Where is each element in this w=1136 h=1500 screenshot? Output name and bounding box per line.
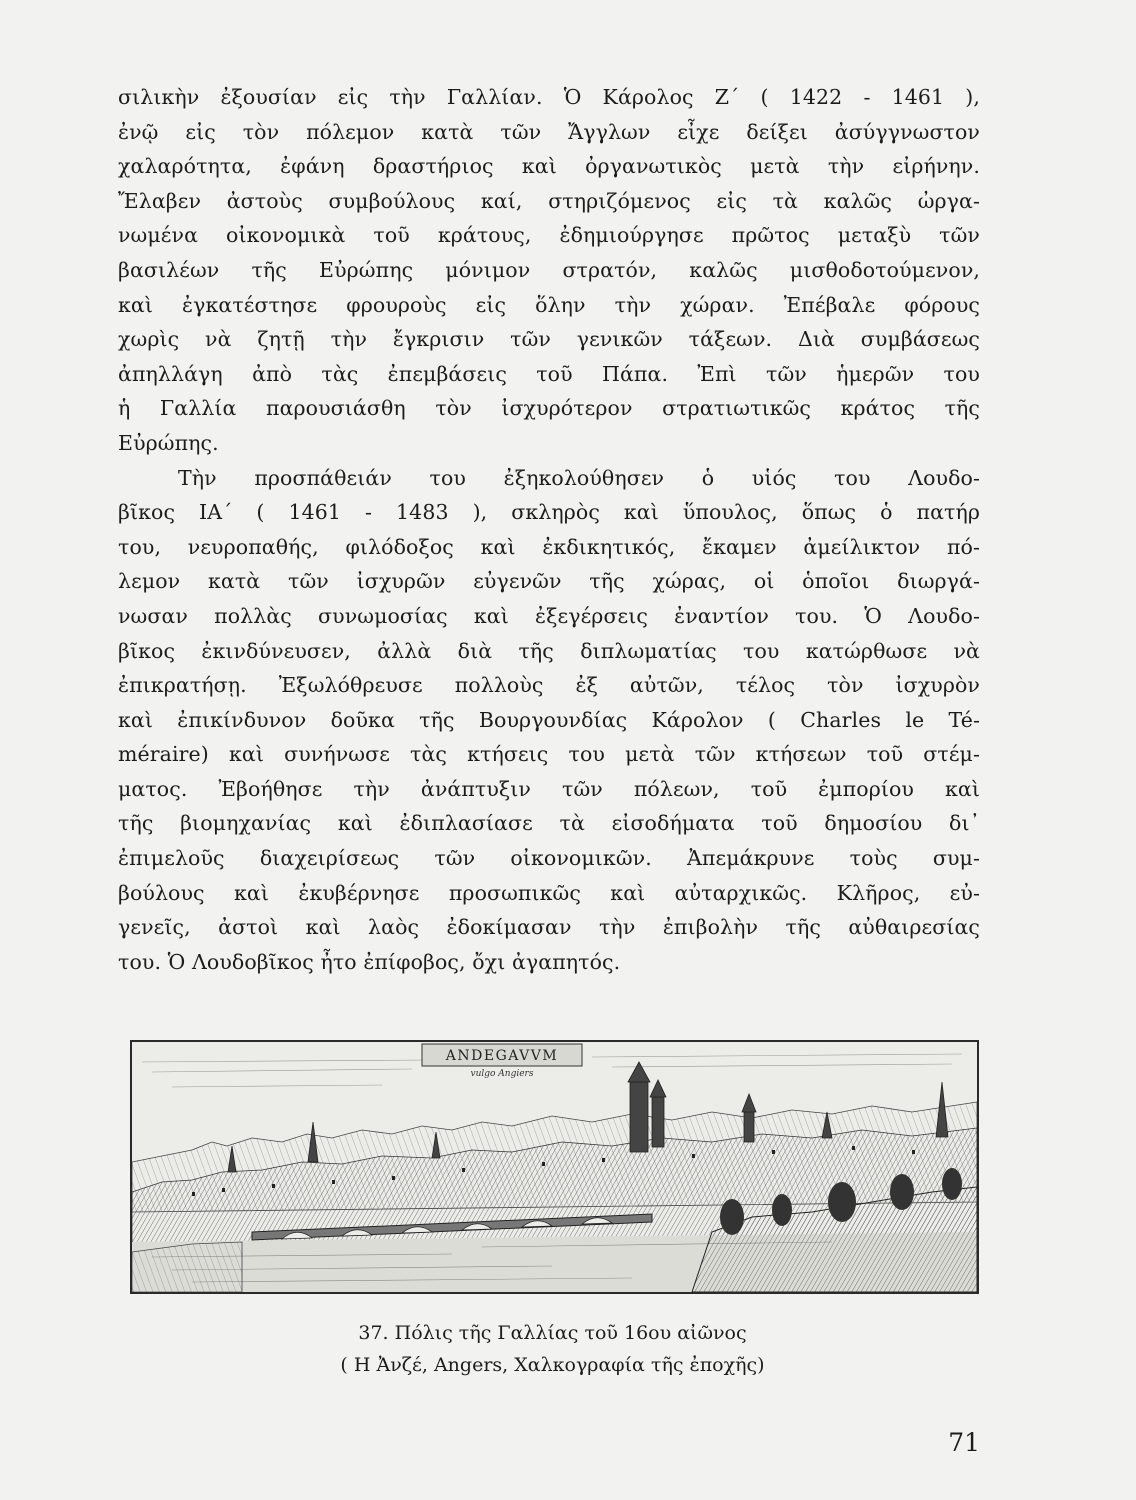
body-line: καὶ ἐπικίνδυνον δοῦκα τῆς Βουργουνδίας Κάρολον ( Charles le Té- xyxy=(118,707,980,732)
body-line: ἡ Γαλλία παρουσιάσθη τὸν ἰσχυρότερον στρατιωτικῶς κράτος τῆς xyxy=(118,396,980,421)
figure-caption-source: ( Η Ἀνζέ, Angers, Χαλκογραφία τῆς ἐποχῆς) xyxy=(340,1354,765,1376)
body-line: λεμον κατὰ τῶν ἰσχυρῶν εὐγενῶν τῆς χώρας, οἱ ὁποῖοι διωργά- xyxy=(118,569,980,594)
engraving-subtitle: vulgo Angiers xyxy=(470,1069,534,1079)
engraving-illustration xyxy=(132,1042,977,1292)
body-line: σιλικὴν ἐξουσίαν εἰς τὴν Γαλλίαν. Ὁ Κάρολος Ζ΄ ( 1422 - 1461 ), xyxy=(118,85,980,109)
body-line: ἀπηλλάγη ἀπὸ τὰς ἐπεμβάσεις τοῦ Πάπα. Ἐπὶ τῶν ἡμερῶν του xyxy=(118,361,980,386)
body-line: του. Ὁ Λουδοβῖκος ἦτο ἐπίφοβος, ὄχι ἀγαπητός. xyxy=(118,949,621,974)
body-line: καὶ ἐγκατέστησε φρουροὺς εἰς ὅλην τὴν χώραν. Ἐπέβαλε φόρους xyxy=(118,292,980,317)
body-text xyxy=(118,80,980,979)
body-line: Εὐρώπης. xyxy=(118,430,219,455)
body-line: ἐπικρατήσῃ. Ἐξωλόθρευσε πολλοὺς ἐξ αὐτῶν, τέλος τὸν ἰσχυρὸν xyxy=(118,673,980,698)
body-line: ἐπιμελοῦς διαχειρίσεως τῶν οἰκονομικῶν. Ἀπεμάκρυνε τοὺς συμ- xyxy=(118,846,980,871)
body-line: βασιλέων τῆς Εὐρώπης μόνιμον στρατόν, καλῶς μισθοδοτούμενον, xyxy=(118,257,980,282)
body-line: τῆς βιομηχανίας καὶ ἐδιπλασίασε τὰ εἰσοδήματα τοῦ δημοσίου δι᾽ xyxy=(118,811,980,836)
body-line: méraire) καὶ συνήνωσε τὰς κτήσεις του μετὰ τῶν κτήσεων τοῦ στέμ- xyxy=(118,742,980,767)
body-line: Ἔλαβεν ἀστοὺς συμβούλους καί, στηριζόμενος εἰς τὰ καλῶς ὠργα- xyxy=(118,188,980,213)
body-line: ἐνῷ εἰς τὸν πόλεμον κατὰ τῶν Ἄγγλων εἶχε δείξει ἀσύγγνωστον xyxy=(118,119,980,144)
body-line: νωσαν πολλὰς συνωμοσίας καὶ ἐξεγέρσεις ἐναντίον του. Ὁ Λουδο- xyxy=(118,603,980,628)
body-line: νωμένα οἰκονομικὰ τοῦ κράτους, ἐδημιούργησε πρῶτος μεταξὺ τῶν xyxy=(118,223,980,248)
body-line: γενεῖς, ἀστοὶ καὶ λαὸς ἐδοκίμασαν τὴν ἐπιβολὴν τῆς αὐθαιρεσίας xyxy=(118,915,980,940)
body-line: Τὴν προσπάθειάν του ἐξηκολούθησεν ὁ υἱός του Λουδο- xyxy=(178,465,980,490)
body-line: χαλαρότητα, ἐφάνη δραστήριος καὶ ὀργανωτικὸς μετὰ τὴν εἰρήνην. xyxy=(118,154,980,179)
page-number: 71 xyxy=(948,1428,980,1457)
body-line: χωρὶς νὰ ζητῇ τὴν ἔγκρισιν τῶν γενικῶν τάξεων. Διὰ συμβάσεως xyxy=(118,327,980,352)
angers-engraving xyxy=(130,1040,979,1294)
body-line: βῖκος ΙΑ΄ ( 1461 - 1483 ), σκληρὸς καὶ ὕπουλος, ὅπως ὁ πατήρ xyxy=(118,500,980,525)
body-line: βῖκος ἐκινδύνευσεν, ἀλλὰ διὰ τῆς διπλωματίας του κατώρθωσε νὰ xyxy=(118,638,980,663)
body-line: του, νευροπαθής, φιλόδοξος καὶ ἐκδικητικός, ἔκαμεν ἀμείλικτον πό- xyxy=(118,534,980,559)
body-line: ματος. Ἐβοήθησε τὴν ἀνάπτυξιν τῶν πόλεων, τοῦ ἐμπορίου καὶ xyxy=(118,776,980,801)
figure-caption-number: 37. Πόλις τῆς Γαλλίας τοῦ 16ου αἰῶνος xyxy=(358,1322,747,1344)
body-line: βούλους καὶ ἐκυβέρνησε προσωπικῶς καὶ αὐταρχικῶς. Κλῆρος, εὐ- xyxy=(118,880,980,905)
engraving-banner: ANDEGAVVM xyxy=(445,1048,559,1064)
